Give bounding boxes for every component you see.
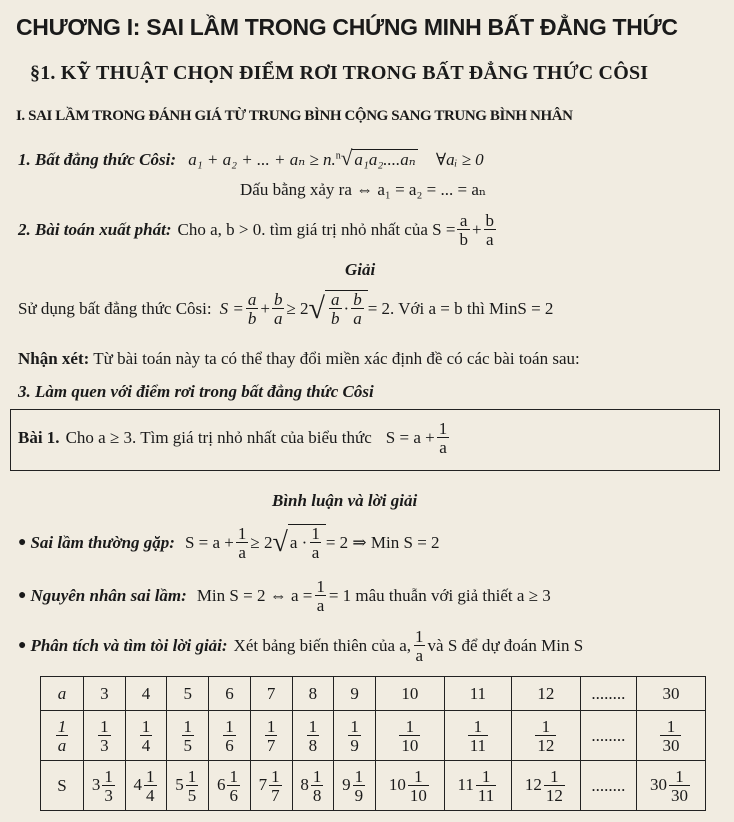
radical-sign: √ [308, 291, 326, 325]
analysis-label: Phân tích và tìm tòi lời giải: [30, 636, 228, 655]
fraction: $\frac{b}{a}$ [273, 289, 283, 328]
fraction: $\frac{b}{a}$ [485, 211, 495, 249]
cause-label: Nguyên nhân sai lầm: [30, 586, 187, 605]
table-cell: $\frac{1}{4}$ [125, 711, 167, 761]
table-cell: $\frac{1}{6}$ [209, 711, 251, 761]
variation-table [40, 676, 706, 811]
radicand: $\frac{a}{b}$ · $\frac{b}{a}$ [325, 290, 368, 327]
cause-line [18, 578, 551, 614]
item1-label: 1. Bất đẳng thức Côsi: [18, 150, 177, 169]
table-cell: $\frac{1}{12}$ [511, 711, 580, 761]
table-cell: 3 $\frac{1}{3}$ [84, 761, 126, 811]
table-cell: 6 $\frac{1}{6}$ [209, 761, 251, 811]
ge: ≥ 2 [286, 298, 309, 318]
table-cell: 9 [334, 677, 376, 711]
item2-label: 2. Bài toán xuất phát: [18, 220, 172, 239]
section-title: §1. KỸ THUẬT CHỌN ĐIỂM RƠI TRONG BẤT ĐẲNG THỨC CÔSI [30, 62, 649, 84]
table-cell: $\frac{1}{10}$ [375, 711, 444, 761]
table-cell: 30 [636, 677, 705, 711]
table-cell: 5 [167, 677, 209, 711]
item1-formula: a₁ + a₂ + ... + aₙ ≥ n. [188, 150, 336, 169]
exercise1-text: Cho a ≥ 3. Tìm giá trị nhỏ nhất của biểu thức [65, 428, 372, 447]
table-cell: 5 $\frac{1}{5}$ [167, 761, 209, 811]
discussion-heading: Bình luận và lời giải [272, 491, 418, 510]
table-cell: 6 [209, 677, 251, 711]
table-cell: $\frac{1}{8}$ [292, 711, 334, 761]
table-cell: 7 [250, 677, 292, 711]
table-cell: 7 $\frac{1}{7}$ [250, 761, 292, 811]
ge: ≥ 2 [250, 532, 273, 552]
cosi-lead: Sử dụng bất đẳng thức Côsi: [18, 298, 212, 318]
result: = 2 [367, 298, 391, 318]
table-cell: 11 [444, 677, 511, 711]
remark-line [18, 349, 580, 369]
table-cell: ........ [580, 677, 636, 711]
item2-line [18, 212, 498, 248]
item1-line [18, 146, 484, 171]
table-cell: $\frac{1}{9}$ [334, 711, 376, 761]
fraction: $\frac{a}{b}$ [459, 211, 468, 249]
plus: + [260, 298, 270, 318]
item3-label: 3. Làm quen với điểm rơi trong bất đẳng thức Côsi [18, 382, 374, 401]
bullet-icon: ● [18, 534, 27, 550]
row-s-label: S [41, 761, 84, 811]
table-cell: 12 $\frac{1}{12}$ [511, 761, 580, 811]
table-cell: 8 [292, 677, 334, 711]
radicand: a₁a₂....aₙ [354, 150, 416, 169]
plus: + [471, 220, 482, 239]
cosi-line [18, 290, 553, 327]
exercise1-label: Bài 1. [18, 428, 60, 447]
mistake-line [18, 524, 440, 561]
item2-text: Cho a, b > 0. tìm giá trị nhỏ nhất của S = [177, 220, 456, 239]
mistake-tail: = 2 ⇒ Min S = 2 [325, 532, 440, 552]
radical-sign: √ [272, 526, 288, 558]
fraction: $\frac{1}{a}$ [438, 419, 448, 457]
table-cell: 9 $\frac{1}{9}$ [334, 761, 376, 811]
table-cell: 10 [375, 677, 444, 711]
table-cell: $\frac{1}{30}$ [636, 711, 705, 761]
table-cell: 12 [511, 677, 580, 711]
solution-heading: Giải [345, 260, 376, 279]
mistake-expr: S = a + [184, 532, 234, 552]
remark-text: Từ bài toán này ta có thể thay đổi miền xác định đề có các bài toán sau: [93, 349, 580, 368]
radical-sign: √ [340, 146, 353, 170]
radical-index: n [335, 150, 341, 162]
exercise1-line [18, 420, 451, 456]
analysis-text: Xét bảng biến thiên của a, [233, 636, 412, 655]
table-cell: 8 $\frac{1}{8}$ [292, 761, 334, 811]
table-cell: $\frac{1}{7}$ [250, 711, 292, 761]
analysis-tail: và S để dự đoán Min S [427, 636, 584, 655]
remark-label: Nhận xét: [18, 349, 90, 368]
fraction: $\frac{1}{a}$ [316, 577, 325, 615]
subsection-title: I. SAI LẦM TRONG ĐÁNH GIÁ TỪ TRUNG BÌNH CỘNG SANG TRUNG BÌNH NHÂN [16, 108, 573, 124]
table-cell: 3 [84, 677, 126, 711]
table-cell: $\frac{1}{11}$ [444, 711, 511, 761]
table-cell: $\frac{1}{5}$ [167, 711, 209, 761]
table-cell: 10 $\frac{1}{10}$ [375, 761, 444, 811]
table-cell: ........ [580, 711, 636, 761]
fraction: $\frac{a}{b}$ [247, 289, 257, 328]
row-inv-label: $\frac{1}{a}$ [41, 711, 84, 761]
exercise1-expr: S = a + [385, 428, 435, 447]
mistake-label: Sai lầm thường gặp: [30, 532, 175, 552]
fraction: $\frac{1}{a}$ [237, 523, 247, 562]
table-cell: 11 $\frac{1}{11}$ [444, 761, 511, 811]
analysis-line [18, 628, 583, 664]
s-eq: S = [219, 298, 244, 318]
table-cell: 4 [125, 677, 167, 711]
cause-tail: = 1 mâu thuẫn với giả thiết a ≥ 3 [328, 586, 551, 605]
bullet-icon: ● [18, 638, 27, 653]
item1-equality: Dấu bằng xảy ra ⇔ a₁ = a₂ = ... = aₙ [240, 180, 487, 199]
table-cell: ........ [580, 761, 636, 811]
item1-condition: ∀aᵢ ≥ 0 [435, 150, 484, 169]
table-cell: 30 $\frac{1}{30}$ [636, 761, 705, 811]
chapter-title: CHƯƠNG I: SAI LẦM TRONG CHỨNG MINH BẤT ĐẲNG THỨC [16, 14, 678, 40]
table-cell: 4 $\frac{1}{4}$ [125, 761, 167, 811]
cosi-tail: . Với a = b thì MinS = 2 [390, 298, 554, 318]
fraction: $\frac{1}{a}$ [415, 627, 424, 665]
row-a-label: a [41, 677, 84, 711]
radicand: a · $\frac{1}{a}$ [288, 524, 326, 561]
cause-expr: Min S = 2 ⇔ a = [196, 586, 313, 605]
bullet-icon: ● [18, 588, 27, 603]
table-cell: $\frac{1}{3}$ [84, 711, 126, 761]
